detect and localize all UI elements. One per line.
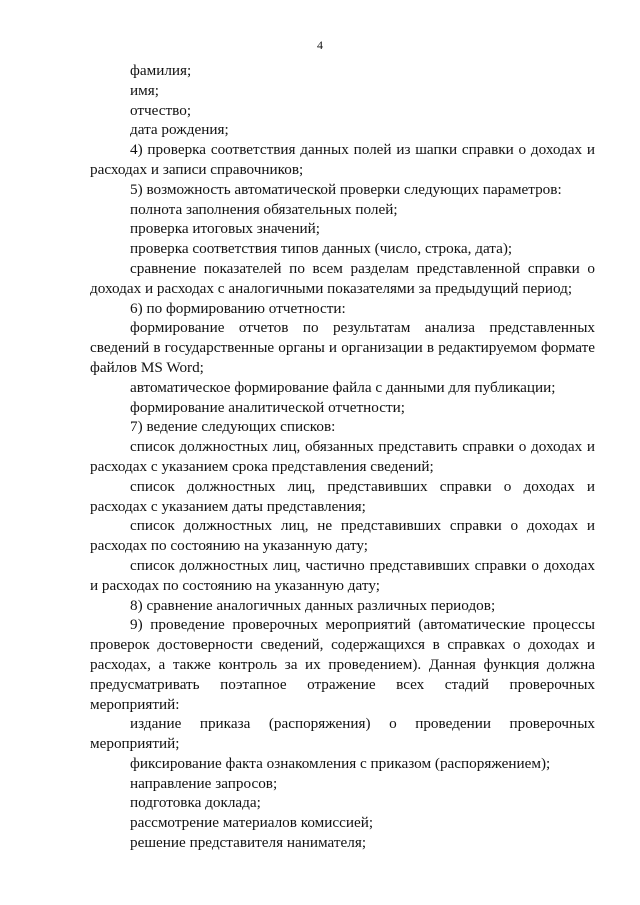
paragraph: дата рождения; — [130, 121, 229, 139]
paragraph: рассмотрение материалов комиссией; — [130, 814, 374, 832]
paragraph: 6) по формированию отчетности: — [130, 299, 346, 317]
document-body — [90, 61, 595, 853]
paragraph: фамилия; — [130, 62, 192, 79]
paragraph: список должностных лиц, обязанных представить справки о доходах и расходах с указанием срока представления сведений; — [90, 438, 595, 475]
paragraph: автоматическое формирование файла с данными для публикации; — [130, 378, 556, 396]
paragraph: 8) сравнение аналогичных данных различных периодов; — [130, 596, 496, 614]
paragraph: направление запросов; — [130, 774, 278, 792]
paragraph: 7) ведение следующих списков: — [130, 418, 336, 436]
paragraph: список должностных лиц, не представивших справки о доходах и расходах по состоянию на указанную дату; — [90, 517, 595, 555]
paragraph: 9) проведение проверочных мероприятий (автоматические процессы проверок достоверности сведений, содержащихся в справках о доходах и расходах, а также контроль за их проведением). Данная функция должна предусматривать поэтапное отражение всех стадий проверочных мероприятий: — [90, 616, 595, 713]
paragraph: формирование аналитической отчетности; — [130, 398, 405, 416]
paragraph: полнота заполнения обязательных полей; — [130, 200, 398, 218]
paragraph: проверка соответствия типов данных (число, строка, дата); — [130, 240, 513, 258]
paragraph: список должностных лиц, частично представивших справки о доходах и расходах по состоянию на указанную дату; — [90, 556, 595, 594]
paragraph: фиксирование факта ознакомления с приказом (распоряжением); — [130, 754, 551, 772]
paragraph: отчество; — [130, 101, 192, 119]
paragraph: формирование отчетов по результатам анализа представленных сведений в государственные органы и организации в редактируемом формате файлов MS Word; — [90, 319, 595, 376]
paragraph: 4) проверка соответствия данных полей из шапки справки о доходах и расходах и записи справочников; — [90, 141, 595, 178]
paragraph: подготовка доклада; — [130, 794, 261, 812]
paragraph: издание приказа (распоряжения) о проведении проверочных мероприятий; — [90, 715, 595, 753]
paragraph: сравнение показателей по всем разделам представленной справки о доходах и расходах с аналогичными показателями за предыдущий период; — [90, 259, 595, 297]
page-number: 4 — [317, 38, 323, 52]
paragraph: проверка итоговых значений; — [130, 220, 321, 238]
paragraph: имя; — [130, 81, 159, 99]
paragraph: решение представителя нанимателя; — [130, 834, 367, 852]
paragraph: 5) возможность автоматической проверки следующих параметров: — [130, 180, 562, 198]
paragraph: список должностных лиц, представивших справки о доходах и расходах с указанием даты представления; — [90, 477, 595, 515]
